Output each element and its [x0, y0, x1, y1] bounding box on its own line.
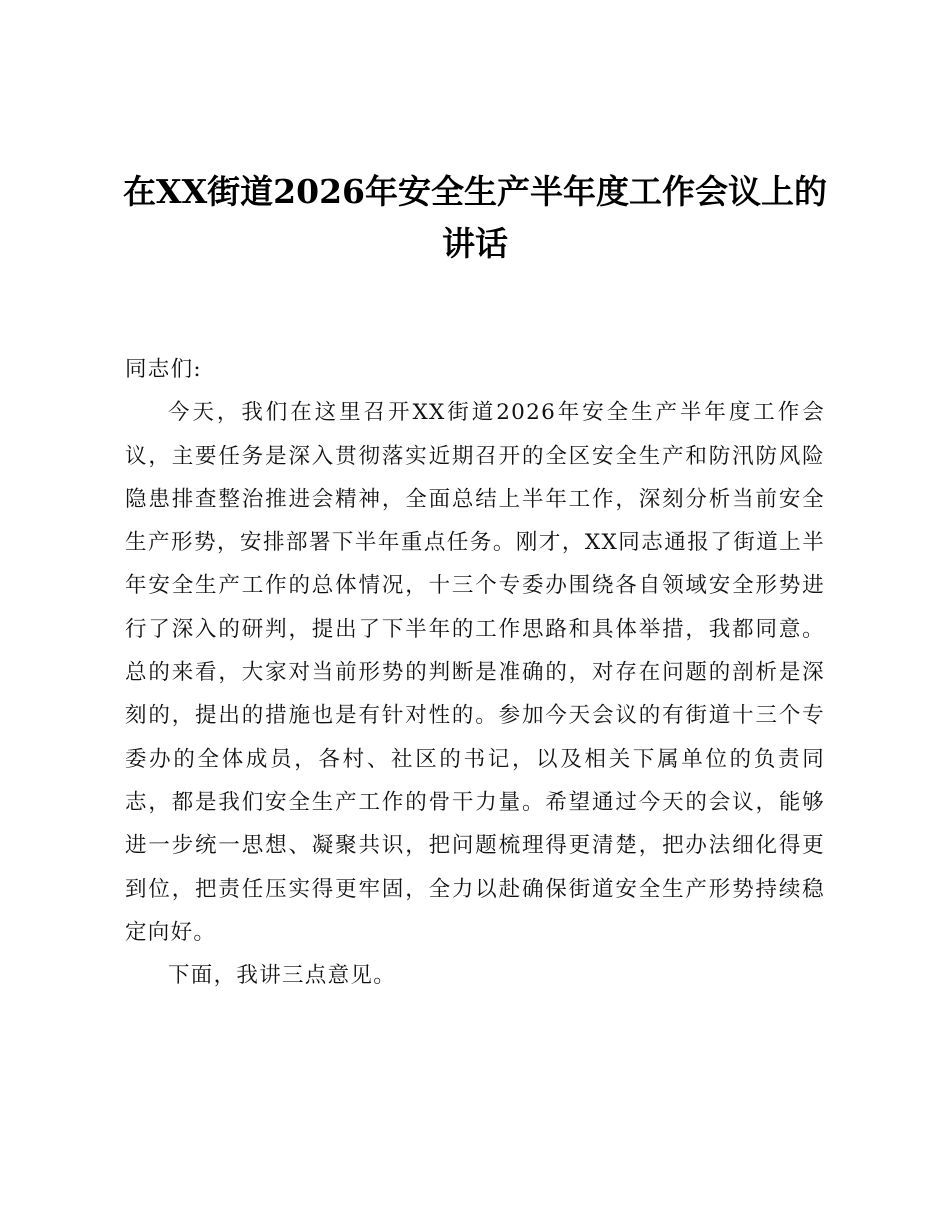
body-paragraph: 今天，我们在这里召开XX街道2026年安全生产半年度工作会议，主要任务是深入贯彻落实近期召开的全区安全生产和防汛防风险隐患排查整治推进会精神，全面总结上半年工作，深刻分析当前安全生产形势，安排部署下半年重点任务。刚才，XX同志通报了街道上半年安全生产工作的总体情况，十三个专委办围绕各自领域安全形势进行了深入的研判，提出了下半年的工作思路和具体举措，我都同意。总的来看，大家对当前形势的判断是准确的，对存在问题的剖析是深刻的，提出的措施也是有针对性的。参加今天会议的有街道十三个专委办的全体成员，各村、社区的书记，以及相关下属单位的负责同志，都是我们安全生产工作的骨干力量。希望通过今天的会议，能够进一步统一思想、凝聚共识，把问题梳理得更清楚，把办法细化得更到位，把责任压实得更牢固，全力以赴确保街道安全生产形势持续稳定向好。 — [125, 400, 825, 945]
salutation: 同志们: — [125, 357, 202, 382]
document-body — [125, 348, 825, 997]
document-title: 在XX街道2026年安全生产半年度工作会议上的讲话 — [122, 172, 828, 263]
body-paragraph: 下面，我讲三点意见。 — [168, 963, 397, 989]
